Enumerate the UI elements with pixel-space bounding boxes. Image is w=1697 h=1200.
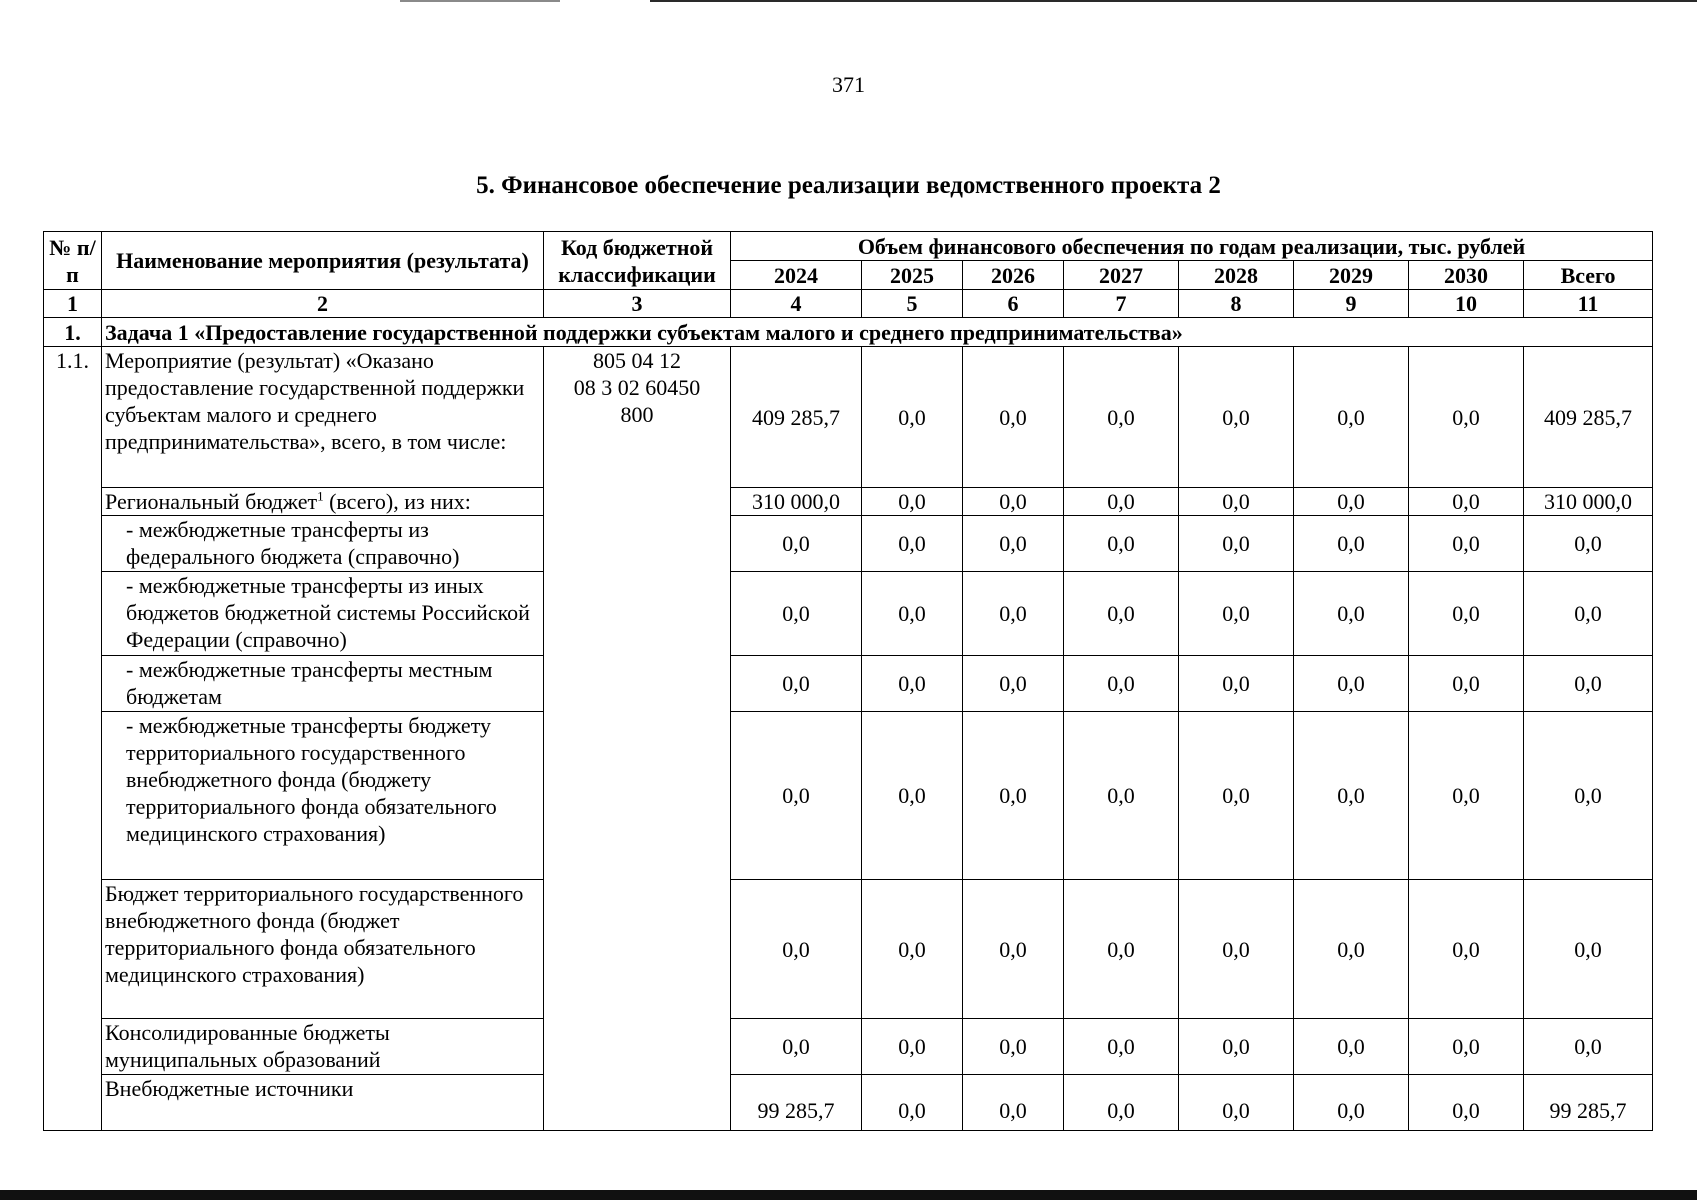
value-cell: 0,0 [1294,488,1409,516]
value-cell: 0,0 [1294,1019,1409,1075]
value-cell: 0,0 [1409,880,1524,1019]
header-total: Всего [1524,261,1653,290]
value-cell: 0,0 [1294,712,1409,880]
value-cell: 0,0 [731,880,862,1019]
row-name: Бюджет территориального государственного внебюджетного фонда (бюджет территориального фонда обязательного медицинского страхования) [102,880,544,1019]
row-name: - межбюджетные трансферты из федерального бюджета (справочно) [102,516,544,572]
budget-code-line: 08 3 02 60450 [573,375,701,400]
column-number: 8 [1179,290,1294,318]
budget-code-line: 805 04 12 [593,348,681,373]
value-cell: 0,0 [1524,712,1653,880]
value-cell: 0,0 [963,516,1064,572]
value-cell: 0,0 [731,1019,862,1075]
table-row [44,488,1653,516]
value-cell: 0,0 [1409,712,1524,880]
value-cell: 0,0 [1179,656,1294,712]
column-number: 3 [544,290,731,318]
section-title: 5. Финансовое обеспечение реализации ведомственного проекта 2 [476,172,1221,199]
value-cell: 0,0 [1064,656,1179,712]
table-row [44,572,1653,656]
value-cell: 0,0 [1064,1019,1179,1075]
value-cell: 0,0 [1409,488,1524,516]
value-cell: 0,0 [862,488,963,516]
column-number: 1 [44,290,102,318]
value-cell: 409 285,7 [1524,347,1653,488]
column-number: 4 [731,290,862,318]
column-number: 7 [1064,290,1179,318]
table-row [44,347,1653,488]
value-cell: 0,0 [862,712,963,880]
header-year: 2025 [862,261,963,290]
header-volume: Объем финансового обеспечения по годам реализации, тыс. рублей [731,232,1653,261]
value-cell: 0,0 [1179,1019,1294,1075]
row-name [102,488,544,516]
value-cell: 0,0 [1294,347,1409,488]
value-cell: 0,0 [1409,572,1524,656]
header-year: 2030 [1409,261,1524,290]
value-cell: 0,0 [862,656,963,712]
value-cell: 0,0 [731,516,862,572]
value-cell: 0,0 [1179,516,1294,572]
value-cell: 0,0 [1294,1075,1409,1131]
header-year: 2026 [963,261,1064,290]
value-cell: 0,0 [1524,516,1653,572]
value-cell: 0,0 [862,572,963,656]
scan-edge-band [0,1190,1697,1200]
value-cell: 0,0 [963,880,1064,1019]
scan-edge-line [650,0,1697,2]
value-cell: 0,0 [963,488,1064,516]
table-row [44,656,1653,712]
column-number: 10 [1409,290,1524,318]
column-number: 11 [1524,290,1653,318]
value-cell: 99 285,7 [731,1075,862,1131]
measure-number: 1.1. [44,347,102,1131]
row-name: Мероприятие (результат) «Оказано предоставление государственной поддержки субъектам малого и среднего предпринимательства», всего, в том числе: [102,347,544,488]
row-name: - межбюджетные трансферты бюджету территориального государственного внебюджетного фонда (бюджету территориального фонда обязательного медицинского страхования) [102,712,544,880]
value-cell: 0,0 [1179,880,1294,1019]
value-cell: 0,0 [1064,488,1179,516]
value-cell: 0,0 [1294,656,1409,712]
scan-edge-line [400,0,560,2]
value-cell: 0,0 [862,347,963,488]
value-cell: 0,0 [1409,516,1524,572]
task-text: Задача 1 «Предоставление государственной поддержки субъектам малого и среднего предпринимательства» [102,318,1653,347]
header-year: 2029 [1294,261,1409,290]
column-number: 9 [1294,290,1409,318]
value-cell: 0,0 [1524,1019,1653,1075]
value-cell: 0,0 [1064,712,1179,880]
row-name: - межбюджетные трансферты из иных бюджетов бюджетной системы Российской Федерации (справочно) [102,572,544,656]
value-cell: 409 285,7 [731,347,862,488]
budget-code-line: 800 [620,402,654,427]
row-name-suffix: (всего), из них: [323,489,471,514]
value-cell: 0,0 [862,880,963,1019]
footnote-mark: 1 [317,488,324,504]
table-row [44,1075,1653,1131]
value-cell: 0,0 [963,1019,1064,1075]
value-cell: 0,0 [1409,656,1524,712]
value-cell: 0,0 [1524,656,1653,712]
value-cell: 0,0 [1179,488,1294,516]
value-cell: 0,0 [862,1075,963,1131]
value-cell: 0,0 [1179,347,1294,488]
column-number: 5 [862,290,963,318]
value-cell: 99 285,7 [1524,1075,1653,1131]
header-year: 2028 [1179,261,1294,290]
page-number: 371 [832,72,865,97]
value-cell: 0,0 [963,572,1064,656]
value-cell: 0,0 [963,656,1064,712]
header-num: № п/п [44,232,102,290]
header-year: 2024 [731,261,862,290]
row-name-text: Региональный бюджет [105,489,318,514]
value-cell: 0,0 [963,1075,1064,1131]
value-cell: 310 000,0 [1524,488,1653,516]
column-number: 2 [102,290,544,318]
task-row [44,318,1653,347]
header-row [44,232,1653,261]
row-name: Консолидированные бюджеты муниципальных образований [102,1019,544,1075]
column-numbers-row [44,290,1653,318]
value-cell: 310 000,0 [731,488,862,516]
value-cell: 0,0 [731,656,862,712]
value-cell: 0,0 [731,572,862,656]
value-cell: 0,0 [1409,347,1524,488]
value-cell: 0,0 [1524,572,1653,656]
table-row [44,516,1653,572]
value-cell: 0,0 [1294,880,1409,1019]
value-cell: 0,0 [1064,516,1179,572]
table-row [44,880,1653,1019]
table-row [44,1019,1653,1075]
value-cell: 0,0 [1409,1075,1524,1131]
value-cell: 0,0 [963,347,1064,488]
value-cell: 0,0 [1294,516,1409,572]
row-name: Внебюджетные источники [102,1075,544,1131]
value-cell: 0,0 [1409,1019,1524,1075]
value-cell: 0,0 [731,712,862,880]
value-cell: 0,0 [963,712,1064,880]
financing-table [43,231,1653,1131]
budget-code [544,347,731,1131]
value-cell: 0,0 [1179,712,1294,880]
table-row [44,712,1653,880]
column-number: 6 [963,290,1064,318]
value-cell: 0,0 [1064,1075,1179,1131]
value-cell: 0,0 [1064,572,1179,656]
value-cell: 0,0 [862,1019,963,1075]
header-year: 2027 [1064,261,1179,290]
value-cell: 0,0 [1294,572,1409,656]
task-number: 1. [44,318,102,347]
value-cell: 0,0 [1179,572,1294,656]
value-cell: 0,0 [862,516,963,572]
header-name: Наименование мероприятия (результата) [102,232,544,290]
value-cell: 0,0 [1524,880,1653,1019]
row-name: - межбюджетные трансферты местным бюджетам [102,656,544,712]
value-cell: 0,0 [1064,347,1179,488]
value-cell: 0,0 [1179,1075,1294,1131]
value-cell: 0,0 [1064,880,1179,1019]
header-code: Код бюджетной классификации [544,232,731,290]
